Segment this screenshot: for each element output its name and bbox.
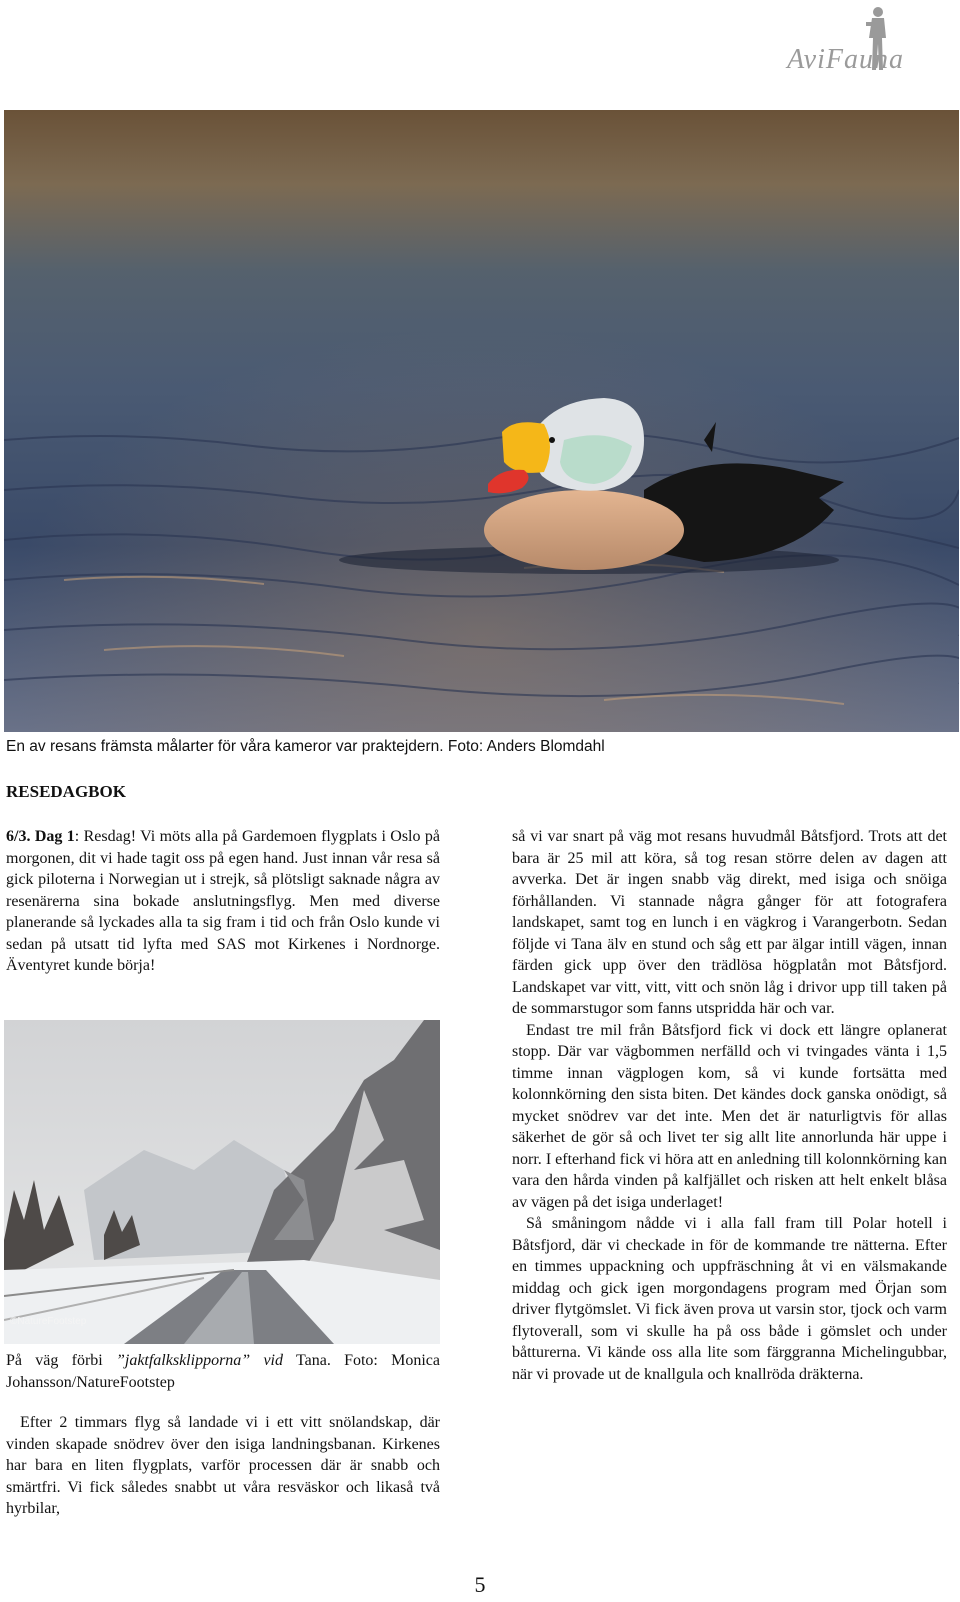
hero-caption: En av resans främsta målarter för våra kameror var praktejdern. Foto: Anders Blomdahl [6, 738, 605, 755]
flight-paragraph: Efter 2 timmars flyg så landade vi i ett vitt snölandskap, där vinden skapade snödrev över den isiga landningsbanan. Kirkenes har bara en liten flygplats, varför processen där är snabb och smärtfri. Vi fick således snabbt ut våra resväskor och likaså två hyrbilar, [6, 1414, 440, 1517]
photo-watermark: ©NatureFootstep [10, 1316, 87, 1327]
road-caption: På väg förbi ”jaktfalksklipporna” vid Tana. Foto: Monica Johansson/NatureFootstep [6, 1352, 440, 1391]
day-one-text: : Resdag! Vi möts alla på Gardemoen flygplats i Oslo på morgonen, dit vi hade tagit oss på egen hand. Just innan vår resa så gick piloterna i Norwegian ut i strejk, så plötsligt saknade några av resenärerna sina bokade anslutningsflyg. Men med diverse planerande så lyckades alla ta sig fram i tid och från Oslo kunde vi sedan på utsatt tid lyfta med SAS mot Kirkenes i Nordnorge. Äventyret kunde börja! [6, 828, 440, 974]
logo-wordmark: AviFauna [787, 44, 904, 75]
road-caption-italic: ”jaktfalksklipporna” vid [115, 1352, 283, 1369]
stop-paragraph: Endast tre mil från Båtsfjord fick vi dock ett längre oplanerat stopp. Där var vägbommen nerfälld och vi tvingades vänta i 1,5 timme innan vägplogen kom, så vi kunde fortsätta med kolonnkörning den sista biten. Det kändes dock ganska onödigt, så mycket snödrev var det inte. Men det är naturligtvis för allas säkerhet de gör så och livet ter sig allt lite annorlunda här uppe i norr. I efterhand fick vi höra att en anledning till kolonnkörning kan vara den hårda vinden på kalfjället och risken att helt enkelt blåsa av vägen på det isiga underlaget! [512, 1021, 947, 1211]
hotel-paragraph: Så småningom nådde vi i alla fall fram till Polar hotell i Båtsfjord, där vi checkade in för de kommande tre nätterna. Efter en timmes uppackning och uppfräschning åt vi en välsmakande middag och gick igen morgondagens program med Örjan som driver flytgömslet. Vi fick även prova ut varsin stor, tjock och varm flytoverall, som vi skulle ha på oss både i gömslet och under båtturerna. Vi kände oss alla lite som färggranna Michelingubbar, när vi provade ut de knallgula och knallröda dräkterna. [512, 1215, 947, 1383]
left-column-intro [6, 826, 440, 977]
right-column [512, 826, 947, 1385]
left-column-continued [6, 1412, 440, 1520]
king-eider-photo [4, 110, 959, 732]
snowy-road-photo [4, 1020, 440, 1344]
day-one-paragraph [6, 826, 440, 977]
drive-paragraph: så vi var snart på väg mot resans huvudmål Båtsfjord. Trots att det bara är 25 mil att köra, så tog resan större delen av dagen att avverka. Det är ingen snabb väg direkt, med isiga och snöiga förhållanden. Vi stannade några gånger för att fotografera landskapet, samt tog en lunch i en vägkrog i Varangerbotn. Sedan följde vi Tana älv en stund och såg ett par älgar intill vägen, innan färden gick upp över den trädlösa högplatån mot Båtsfjord. Landskapet var vitt, vitt, vitt och snön låg i drivor upp till taken på de sommarstugor som fanns utspridda här och var. [512, 828, 947, 1017]
page-number: 5 [474, 1572, 486, 1597]
section-title: RESEDAGBOK [6, 782, 126, 801]
avifauna-logo [704, 4, 904, 78]
day-label: 6/3. Dag 1 [6, 828, 75, 845]
